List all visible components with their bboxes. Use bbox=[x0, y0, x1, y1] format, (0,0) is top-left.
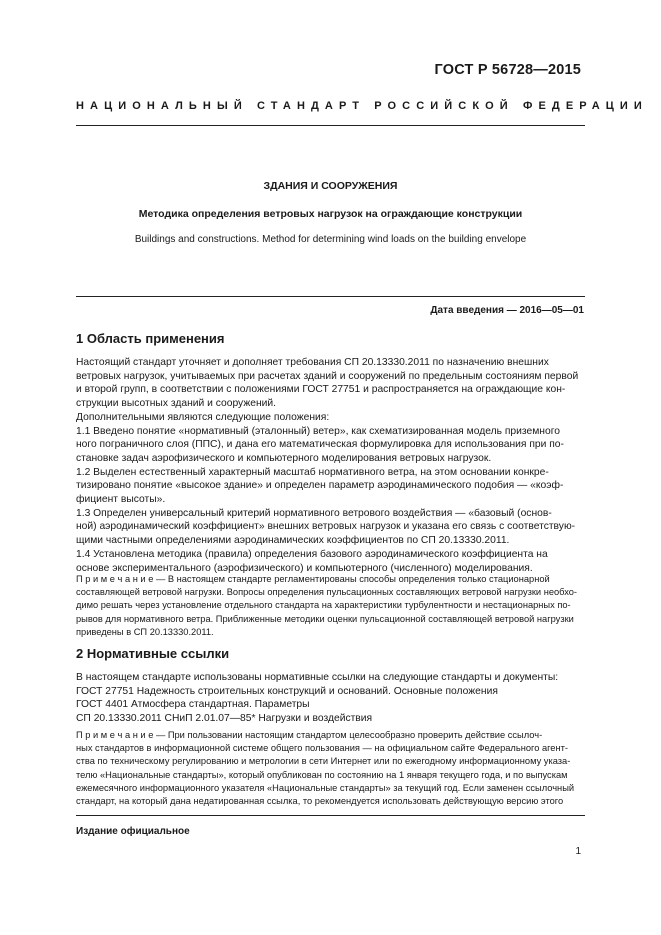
paragraph-line: В настоящем стандарте использованы нормативные ссылки на следующие стандарты и документы: bbox=[76, 672, 559, 683]
paragraph-line: становке задач аэрофизического и компьютерного моделирования ветровых нагрузок. bbox=[76, 452, 492, 464]
reference-line: СП 20.13330.2011 СНиП 2.01.07—85* Нагрузки и воздействия bbox=[76, 713, 373, 725]
note-line: телю «Национальные стандарты», который опубликован по состоянию на 1 января текущего года, и по выпускам bbox=[76, 769, 568, 780]
paragraph-line: тизировано понятие «высокое здание» и определен параметр аэродинамического подобия — «коэф- bbox=[76, 480, 564, 492]
paragraph-line: ной) аэродинамический коэффициент» внешних ветровых нагрузок и указана его связь с соответствую- bbox=[76, 521, 576, 533]
edition-label: Издание официальное bbox=[76, 826, 190, 837]
note-line: составляющей ветровой нагрузки. Вопросы определения пульсационных составляющих ветровой нагрузки необхо- bbox=[76, 587, 578, 598]
note-line: рывов для нормативного ветра. Приближенные методики оценки пульсационной составляющей ветровой нагрузки bbox=[76, 613, 574, 624]
note-line: приведены в СП 20.13330.2011. bbox=[76, 626, 214, 637]
section-1-body bbox=[76, 356, 585, 575]
paragraph-line: Настоящий стандарт уточняет и дополняет требования СП 20.13330.2011 по назначению внешних bbox=[76, 357, 549, 368]
paragraph-line: 1.1 Введено понятие «нормативный (эталонный) ветер», как схематизированная модель приземного bbox=[76, 425, 560, 437]
note-line: ежемесячного информационного указателя «Национальные стандарты» за текущий год. Если заменен ссылочный bbox=[76, 782, 575, 793]
section-1-note bbox=[76, 573, 585, 639]
title-divider bbox=[76, 296, 585, 297]
footer-divider bbox=[76, 815, 585, 816]
section-1-heading: 1 Область применения bbox=[76, 331, 225, 346]
document-subtitle: Методика определения ветровых нагрузок на ограждающие конструкции bbox=[138, 208, 523, 220]
paragraph-line: ного пограничного слоя (ППС), и дана его математическая формулировка для использования при по- bbox=[76, 439, 564, 451]
note-line: П р и м е ч а н и е — В настоящем стандарте регламентированы способы определения только стационарной bbox=[76, 574, 550, 584]
note-line: димо решать через установление отдельного стандарта на характеристики турбулентности и нестационарных по- bbox=[76, 600, 571, 611]
section-2-heading: 2 Нормативные ссылки bbox=[76, 646, 230, 661]
section-2-body bbox=[76, 671, 585, 726]
paragraph-line: основе экспериментального (аэрофизического) и компьютерного (численного) моделирования. bbox=[76, 562, 533, 574]
reference-line: ГОСТ 4401 Атмосфера стандартная. Параметры bbox=[76, 699, 310, 711]
introduction-date: Дата введения — 2016—05—01 bbox=[430, 305, 584, 316]
paragraph-line: фициент высоты». bbox=[76, 494, 166, 506]
note-line: П р и м е ч а н и е — При пользовании настоящим стандартом целесообразно проверить действие ссылоч- bbox=[76, 730, 543, 740]
top-divider bbox=[76, 125, 585, 126]
page-number: 1 bbox=[575, 846, 581, 857]
paragraph-line: Дополнительными являются следующие положения: bbox=[76, 411, 330, 423]
note-line: стандарт, на который дана недатированная ссылка, то рекомендуется использовать действующую версию этого bbox=[76, 796, 564, 807]
standard-number: ГОСТ Р 56728—2015 bbox=[434, 62, 581, 78]
note-line: ных стандартов в информационной системе общего пользования — на официальном сайте Федерального агент- bbox=[76, 743, 568, 754]
paragraph-line: 1.2 Выделен естественный характерный масштаб нормативного ветра, на этом основании конкре- bbox=[76, 466, 549, 478]
note-line: ства по техническому регулированию и метрологии в сети Интернет или по ежегодному информационному указа- bbox=[76, 756, 571, 767]
document-title-english: Buildings and constructions. Method for determining wind loads on the building envelope bbox=[134, 234, 527, 245]
paragraph-line: и второй групп, в соответствии с положениями ГОСТ 27751 и распространяется на ограждающие кон- bbox=[76, 384, 566, 396]
paragraph-line: щими частными определениями аэродинамических коэффициентов по СП 20.13330.2011. bbox=[76, 535, 510, 547]
paragraph-line: струкции высотных зданий и сооружений. bbox=[76, 398, 276, 410]
paragraph-line: ветровых нагрузок, учитываемых при расчетах зданий и сооружений по предельным состояниям первой bbox=[76, 370, 579, 382]
paragraph-line: 1.4 Установлена методика (правила) определения базового аэродинамического коэффициента на bbox=[76, 548, 548, 560]
section-2-note bbox=[76, 729, 585, 808]
national-standard-banner: НАЦИОНАЛЬНЫЙ СТАНДАРТ РОССИЙСКОЙ ФЕДЕРАЦИИ bbox=[76, 100, 648, 112]
document-title: ЗДАНИЯ И СООРУЖЕНИЯ bbox=[263, 180, 398, 192]
reference-line: ГОСТ 27751 Надежность строительных конструкций и оснований. Основные положения bbox=[76, 685, 498, 697]
paragraph-line: 1.3 Определен универсальный критерий нормативного ветрового воздействия — «базовый (основ- bbox=[76, 507, 552, 519]
